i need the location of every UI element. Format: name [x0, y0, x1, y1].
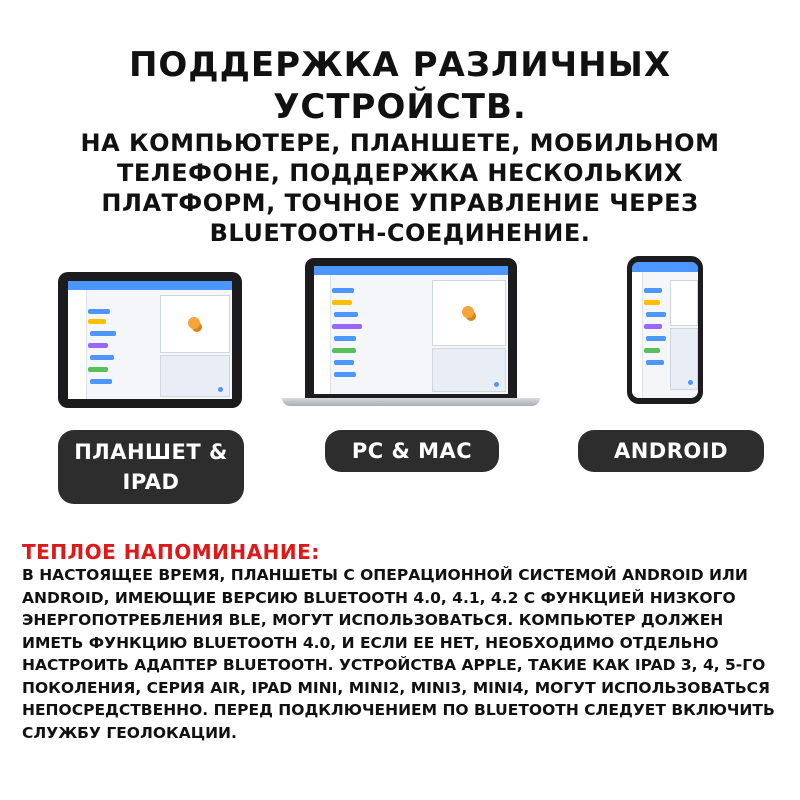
- android-label: [578, 430, 764, 472]
- tablet-device-image: [58, 272, 242, 408]
- phone-screen: [632, 262, 698, 398]
- laptop-device-image: [305, 258, 517, 398]
- tablet-ipad-label-text: ПЛАНШЕТ & IPAD: [74, 440, 228, 494]
- laptop-screen: [314, 266, 508, 394]
- tablet-screen: [68, 281, 232, 399]
- laptop-base: [282, 398, 540, 406]
- phone-device-image: [627, 256, 703, 404]
- reminder-section: [22, 540, 782, 744]
- tablet-ipad-label: [58, 430, 244, 504]
- reminder-body: В НАСТОЯЩЕЕ ВРЕМЯ, ПЛАНШЕТЫ С ОПЕРАЦИОННОЙ СИСТЕМОЙ ANDROID ИЛИ ANDROID, ИМЕЮЩИЕ ВЕРСИЮ BLUETOOTH 4.0, 4.1, 4.2 С ФУНКЦИЕЙ НИЗКОГО ЭНЕРГОПОТРЕБЛЕНИЯ BLE, МОГУТ ИСПОЛЬЗОВАТЬСЯ. КОМПЬЮТЕР ДОЛЖЕН ИМЕТЬ ФУНКЦИЮ BLUETOOTH 4.0, И ЕСЛИ ЕЕ НЕТ, НЕОБХОДИМО ОТДЕЛЬНО НАСТРОИТЬ АДАПТЕР BLUETOOTH. УСТРОЙСТВА APPLE, ТАКИЕ КАК IPAD 3, 4, 5-ГО ПОКОЛЕНИЯ, СЕРИЯ AIR, IPAD MINI, MINI2, MINI3, MINI4, МОГУТ ИСПОЛЬЗОВАТЬСЯ НЕПОСРЕДСТВЕННО. ПЕРЕД ПОДКЛЮЧЕНИЕМ ПО BLUETOOTH СЛЕДУЕТ ВКЛЮЧИТЬ СЛУЖБУ ГЕОЛОКАЦИИ.: [22, 566, 775, 742]
- headline-title-line2: УСТРОЙСТВ.: [273, 87, 527, 127]
- pc-mac-label: [325, 430, 499, 472]
- headline-subtitle: НА КОМПЬЮТЕРЕ, ПЛАНШЕТЕ, МОБИЛЬНОМ ТЕЛЕФОНЕ, ПОДДЕРЖКА НЕСКОЛЬКИХ ПЛАТФОРМ, ТОЧНОЕ УПРАВЛЕНИЕ ЧЕРЕЗ BLUETOOTH-СОЕДИНЕНИЕ.: [80, 129, 720, 247]
- headline: [0, 44, 800, 248]
- reminder-title: ТЕПЛОЕ НАПОМИНАНИЕ:: [22, 540, 320, 564]
- headline-title-line1: ПОДДЕРЖКА РАЗЛИЧНЫХ: [128, 45, 672, 85]
- pc-mac-label-text: PC & MAC: [351, 439, 473, 463]
- android-label-text: ANDROID: [613, 439, 729, 463]
